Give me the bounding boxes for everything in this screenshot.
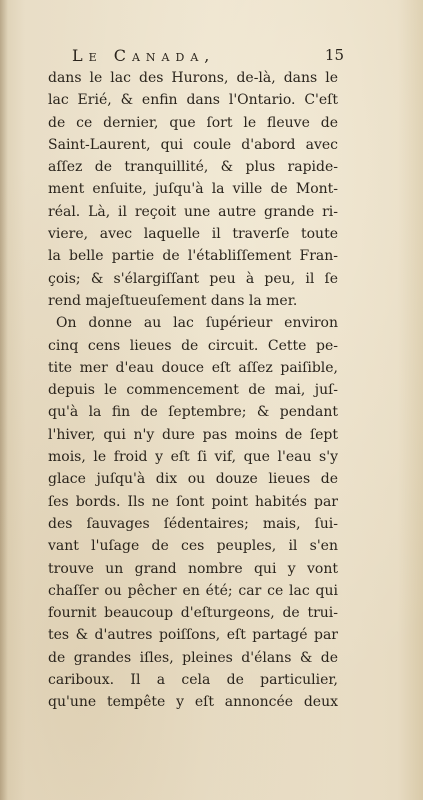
text-line: cinq cens lieues de circuit. Cette pe-	[48, 337, 338, 354]
text-line: depuis le commencement de mai, juſ-	[48, 382, 338, 399]
text-line: lac Erié, & enfin dans l'Ontario. C'eſt	[48, 92, 338, 109]
text-line: viere, avec laquelle il traverſe toute	[48, 226, 338, 243]
text-line: aſſez de tranquillité, & plus rapide-	[48, 159, 338, 176]
text-line: trouve un grand nombre qui y vont	[48, 560, 338, 577]
running-title: Le Canada,	[72, 46, 216, 65]
text-line: rend majeſtueuſement dans la mer.	[48, 292, 298, 309]
text-line: ment enſuite, juſqu'à la ville de Mont-	[48, 181, 338, 198]
text-line: la belle partie de l'établiſſement Fran-	[48, 248, 338, 265]
text-line: mois, le froid y eſt ſi vif, que l'eau s'y	[48, 449, 338, 466]
text-line: On donne au lac ſupérieur environ	[56, 315, 338, 332]
page-header	[72, 46, 344, 68]
body-text	[48, 67, 338, 714]
text-line: fournit beaucoup d'eſturgeons, de trui-	[48, 605, 338, 622]
text-line: chaſſer ou pêcher en été; car ce lac qui	[48, 582, 338, 599]
text-line: des ſauvages ſédentaires; mais, ſui-	[48, 515, 338, 532]
text-line: de grandes iſles, pleines d'élans & de	[48, 649, 338, 666]
text-line: vant l'uſage de ces peuples, il s'en	[48, 538, 338, 555]
text-line: Saint-Laurent, qui coule d'abord avec	[48, 136, 338, 153]
text-line: réal. Là, il reçoit une autre grande ri-	[48, 203, 338, 220]
page-number: 15	[324, 46, 344, 64]
text-line: de ce dernier, que ſort le fleuve de	[48, 114, 338, 131]
text-line: qu'à la fin de ſeptembre; & pendant	[48, 404, 338, 421]
text-line: tes & d'autres poiſſons, eſt partagé par	[48, 627, 338, 644]
text-line: ſes bords. Ils ne ſont point habités par	[48, 493, 338, 510]
text-line: glace juſqu'à dix ou douze lieues de	[48, 471, 338, 488]
text-line: çois; & s'élargiſſant peu à peu, il ſe	[48, 270, 338, 287]
text-line: dans le lac des Hurons, de-là, dans le	[48, 70, 338, 86]
text-line: l'hiver, qui n'y dure pas moins de ſept	[48, 426, 338, 443]
text-line: cariboux. Il a cela de particulier,	[48, 672, 338, 689]
text-line: qu'une tempête y eſt annoncée deux	[48, 694, 338, 711]
text-line: tite mer d'eau douce eſt aſſez paiſible,	[48, 359, 338, 376]
